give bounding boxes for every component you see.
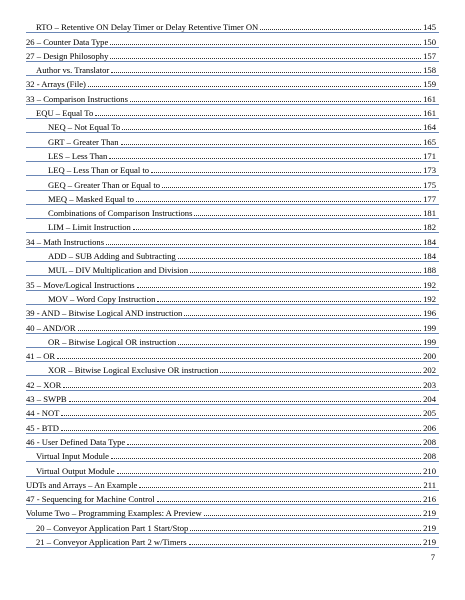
toc-entry-line <box>26 323 436 333</box>
toc-entry-page: 199 <box>423 322 436 333</box>
toc-entry-page: 204 <box>423 394 436 405</box>
toc-entry-page: 182 <box>423 222 436 233</box>
toc-entry-title: MUL – DIV Multiplication and Division <box>48 265 189 276</box>
toc-entry-page: 181 <box>423 208 436 219</box>
toc-entry[interactable] <box>0 504 465 518</box>
toc-entry-page: 210 <box>423 465 436 476</box>
dot-leader <box>57 358 421 359</box>
toc-entry-page: 165 <box>423 136 436 147</box>
dot-leader <box>110 44 421 45</box>
toc-entry-title: 34 – Math Instructions <box>26 236 105 247</box>
toc-entry-line <box>36 22 436 32</box>
toc-entry-page: 206 <box>423 422 436 433</box>
toc-entry-title: MOV – Word Copy Instruction <box>48 293 156 304</box>
dot-leader <box>136 201 421 202</box>
dot-leader <box>190 530 421 531</box>
toc-entry[interactable] <box>0 232 465 246</box>
toc-entry-line <box>26 308 436 318</box>
toc-entry-page: 192 <box>423 293 436 304</box>
dot-leader <box>111 458 421 459</box>
toc-entry-title: 46 - User Defined Data Type <box>26 436 126 447</box>
toc-entry-page: 171 <box>423 150 436 161</box>
toc-entry-page: 205 <box>423 408 436 419</box>
dot-leader <box>78 330 421 331</box>
toc-entry-page: 199 <box>423 336 436 347</box>
toc-entry[interactable] <box>0 418 465 432</box>
dot-leader <box>178 344 421 345</box>
toc-entry-line <box>26 437 436 447</box>
dot-leader <box>121 144 422 145</box>
toc-entry-title: LEQ – Less Than or Equal to <box>48 165 150 176</box>
toc-entry-title: GEQ – Greater Than or Equal to <box>48 179 160 190</box>
toc-entry-page: 184 <box>423 236 436 247</box>
toc-entry-page: 159 <box>423 79 436 90</box>
dot-leader <box>122 129 421 130</box>
toc-entry[interactable] <box>0 89 465 103</box>
toc-entry[interactable] <box>0 104 465 118</box>
toc-entry-title: LIM – Limit Instruction <box>48 222 131 233</box>
toc-entry-line <box>26 423 436 433</box>
dot-leader <box>61 430 421 431</box>
toc-entry-line <box>26 394 436 404</box>
dot-leader <box>110 58 421 59</box>
toc-entry-title: Virtual Output Module <box>36 465 115 476</box>
dot-leader <box>63 387 421 388</box>
toc-entry-title: ADD – SUB Adding and Subtracting <box>48 251 176 262</box>
toc-entry-line <box>26 237 436 247</box>
toc-entry[interactable] <box>0 247 465 261</box>
toc-entry-line <box>26 37 436 47</box>
toc-entry[interactable] <box>0 304 465 318</box>
toc-entry[interactable] <box>0 290 465 304</box>
toc-entry-title: 35 – Move/Logical Instructions <box>26 279 135 290</box>
toc-entry-line <box>36 537 436 547</box>
toc-entry-title: LES – Less Than <box>48 150 108 161</box>
toc-entry-line <box>26 480 436 490</box>
toc-entry-page: 161 <box>423 93 436 104</box>
dot-leader <box>220 372 421 373</box>
toc-entry-page: 200 <box>423 351 436 362</box>
toc-entry-page: 145 <box>423 22 436 33</box>
toc-entry-line <box>48 365 436 375</box>
toc-entry[interactable] <box>0 161 465 175</box>
toc-entry-title: XOR – Bitwise Logical Exclusive OR instruction <box>48 365 219 376</box>
toc-entry-line <box>36 466 436 476</box>
toc-entry-title: MEQ – Masked Equal to <box>48 193 134 204</box>
toc-entry-title: OR – Bitwise Logical OR instruction <box>48 336 177 347</box>
toc-entry-page: 208 <box>423 436 436 447</box>
dot-leader <box>117 473 421 474</box>
toc-entry-title: 40 – AND/OR <box>26 322 76 333</box>
toc-entry[interactable] <box>0 490 465 504</box>
toc-entry[interactable] <box>0 375 465 389</box>
dot-leader <box>157 301 421 302</box>
table-of-contents <box>0 18 465 547</box>
toc-entry[interactable] <box>0 32 465 46</box>
toc-entry-title: GRT – Greater Than <box>48 136 119 147</box>
page-number: 7 <box>430 552 435 562</box>
toc-entry-page: 184 <box>423 251 436 262</box>
toc-entry-page: 150 <box>423 36 436 47</box>
toc-entry-title: 42 – XOR <box>26 379 62 390</box>
toc-entry-title: Author vs. Translator <box>36 65 110 76</box>
toc-entry[interactable] <box>0 147 465 161</box>
toc-entry-page: 173 <box>423 165 436 176</box>
toc-entry-title: RTO – Retentive ON Delay Timer or Delay Retentive Timer ON <box>36 22 259 33</box>
dot-leader <box>130 101 421 102</box>
toc-entry-line <box>48 180 436 190</box>
dot-leader <box>61 415 421 416</box>
toc-entry-line <box>48 122 436 132</box>
toc-entry-line <box>48 294 436 304</box>
toc-entry-title: Volume Two – Programming Examples: A Preview <box>26 508 202 519</box>
toc-entry-line <box>48 137 436 147</box>
toc-entry-line <box>48 165 436 175</box>
toc-entry[interactable] <box>0 318 465 332</box>
toc-entry[interactable] <box>0 476 465 490</box>
toc-entry-title: 26 – Counter Data Type <box>26 36 109 47</box>
dot-leader <box>184 315 421 316</box>
toc-entry[interactable] <box>0 18 465 32</box>
toc-entry-title: NEQ – Not Equal To <box>48 122 121 133</box>
toc-entry[interactable] <box>0 61 465 75</box>
toc-entry-line <box>48 194 436 204</box>
toc-entry-page: 157 <box>423 50 436 61</box>
toc-entry[interactable] <box>0 218 465 232</box>
toc-entry[interactable] <box>0 333 465 347</box>
toc-entry-page: 211 <box>423 479 436 490</box>
toc-entry[interactable] <box>0 75 465 89</box>
toc-entry-line <box>26 408 436 418</box>
toc-entry[interactable] <box>0 261 465 275</box>
toc-entry-page: 219 <box>423 508 436 519</box>
toc-entry-title: Virtual Input Module <box>36 451 109 462</box>
dot-leader <box>204 515 421 516</box>
dot-leader <box>162 187 421 188</box>
toc-entry-line <box>48 208 436 218</box>
dot-leader <box>157 501 421 502</box>
toc-entry[interactable] <box>0 518 465 532</box>
toc-entry-title: 44 - NOT <box>26 408 60 419</box>
toc-entry[interactable] <box>0 390 465 404</box>
toc-entry[interactable] <box>0 190 465 204</box>
toc-entry-line <box>26 51 436 61</box>
toc-entry-title: 45 - BTD <box>26 422 59 433</box>
toc-entry-line <box>26 351 436 361</box>
toc-entry-line <box>48 222 436 232</box>
toc-entry[interactable] <box>0 204 465 218</box>
dot-leader <box>260 29 421 30</box>
toc-entry[interactable] <box>0 275 465 289</box>
dot-leader <box>109 158 421 159</box>
dot-leader <box>111 72 421 73</box>
toc-entry-title: 33 – Comparison Instructions <box>26 93 128 104</box>
toc-entry-page: 196 <box>423 308 436 319</box>
toc-entry-line <box>48 151 436 161</box>
toc-entry[interactable] <box>0 47 465 61</box>
toc-entry-line <box>26 494 436 504</box>
dot-leader <box>95 115 421 116</box>
row-divider <box>26 547 439 548</box>
toc-entry-line <box>48 251 436 261</box>
toc-entry-line <box>36 451 436 461</box>
toc-entry-line <box>36 523 436 533</box>
toc-entry-page: 203 <box>423 379 436 390</box>
toc-entry-page: 219 <box>423 536 436 547</box>
toc-entry-page: 164 <box>423 122 436 133</box>
toc-entry-line <box>36 65 436 75</box>
toc-entry-page: 158 <box>423 65 436 76</box>
toc-entry-page: 161 <box>423 108 436 119</box>
toc-entry[interactable] <box>0 118 465 132</box>
toc-entry-title: 41 – OR <box>26 351 56 362</box>
toc-entry-line <box>26 508 436 518</box>
toc-entry-title: EQU – Equal To <box>36 108 94 119</box>
toc-entry-page: 202 <box>423 365 436 376</box>
dot-leader <box>139 487 421 488</box>
toc-entry-title: UDTs and Arrays – An Example <box>26 479 138 490</box>
toc-entry-line <box>48 265 436 275</box>
dot-leader <box>190 272 421 273</box>
toc-entry-title: 32 - Arrays (File) <box>26 79 86 90</box>
toc-entry-line <box>26 380 436 390</box>
toc-entry-line <box>26 94 436 104</box>
toc-entry-page: 219 <box>423 522 436 533</box>
dot-leader <box>69 401 422 402</box>
dot-leader <box>178 258 421 259</box>
toc-entry-title: 21 – Conveyor Application Part 2 w/Timers <box>36 536 187 547</box>
toc-entry-title: 47 - Sequencing for Machine Control <box>26 494 155 505</box>
toc-entry-title: 43 – SWPB <box>26 394 67 405</box>
toc-entry[interactable] <box>0 175 465 189</box>
toc-entry-page: 188 <box>423 265 436 276</box>
toc-entry-line <box>36 108 436 118</box>
toc-entry[interactable] <box>0 461 465 475</box>
toc-entry[interactable] <box>0 132 465 146</box>
dot-leader <box>189 544 422 545</box>
toc-entry-page: 177 <box>423 193 436 204</box>
dot-leader <box>133 229 421 230</box>
toc-entry[interactable] <box>0 433 465 447</box>
toc-entry-page: 192 <box>423 279 436 290</box>
toc-entry-title: 27 – Design Philosophy <box>26 50 109 61</box>
toc-entry[interactable] <box>0 447 465 461</box>
toc-entry-line <box>26 280 436 290</box>
toc-entry-title: Combinations of Comparison Instructions <box>48 208 193 219</box>
toc-entry-page: 175 <box>423 179 436 190</box>
toc-entry-title: 20 – Conveyor Application Part 1 Start/Stop <box>36 522 189 533</box>
toc-entry-line <box>48 337 436 347</box>
dot-leader <box>151 172 421 173</box>
toc-entry[interactable] <box>0 533 465 547</box>
dot-leader <box>137 287 422 288</box>
toc-entry-line <box>26 79 436 89</box>
dot-leader <box>194 215 421 216</box>
dot-leader <box>106 244 421 245</box>
dot-leader <box>127 444 421 445</box>
toc-entry-page: 216 <box>423 494 436 505</box>
dot-leader <box>88 86 421 87</box>
toc-entry-page: 208 <box>423 451 436 462</box>
toc-entry[interactable] <box>0 361 465 375</box>
toc-entry[interactable] <box>0 404 465 418</box>
toc-entry-title: 39 - AND – Bitwise Logical AND instruction <box>26 308 183 319</box>
toc-entry[interactable] <box>0 347 465 361</box>
